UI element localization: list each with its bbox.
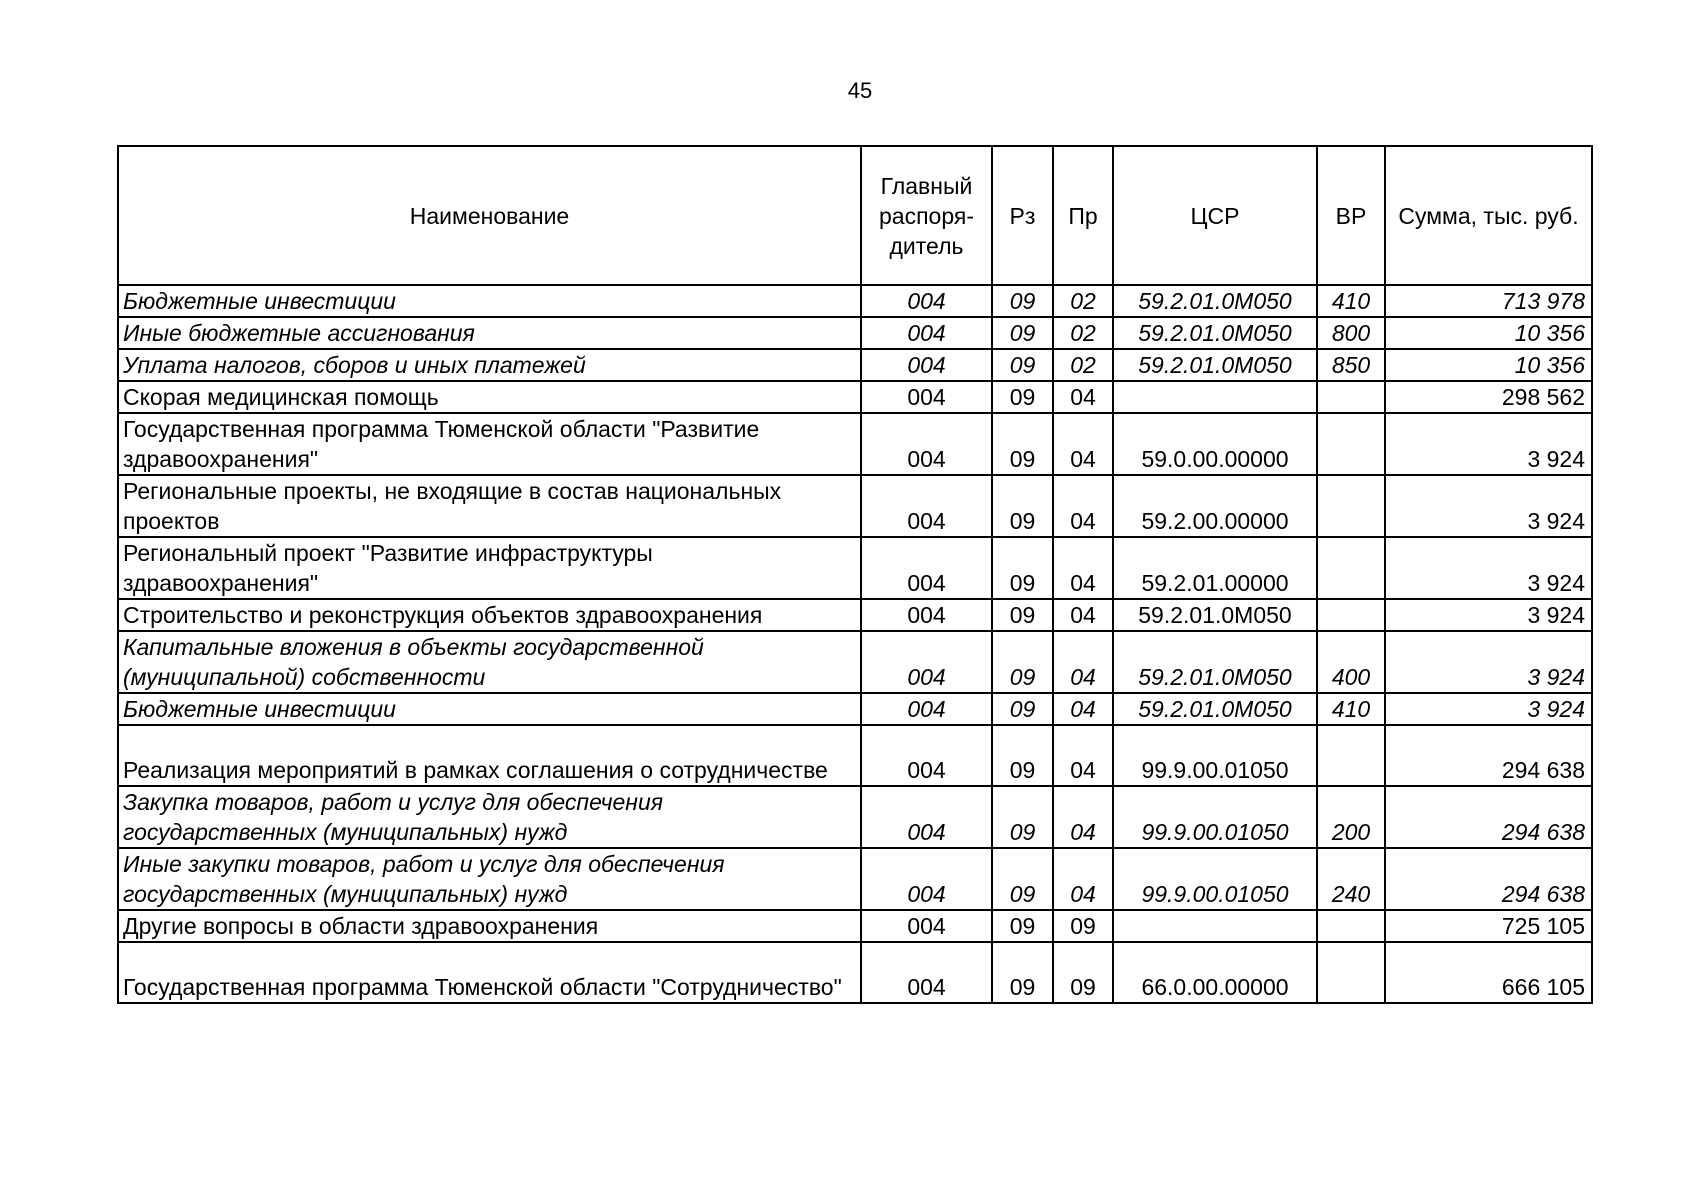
row-vr: 410 xyxy=(1317,285,1385,317)
row-pr: 09 xyxy=(1053,910,1113,942)
row-sum: 666 105 xyxy=(1385,942,1592,1003)
row-pr: 04 xyxy=(1053,475,1113,537)
row-name: Другие вопросы в области здравоохранения xyxy=(118,910,861,942)
budget-table xyxy=(117,145,1593,1004)
table-row xyxy=(118,599,1592,631)
row-vr: 410 xyxy=(1317,693,1385,725)
header-sum: Сумма, тыс. руб. xyxy=(1385,146,1592,285)
row-pr: 04 xyxy=(1053,537,1113,599)
row-pr: 04 xyxy=(1053,786,1113,848)
table-row xyxy=(118,285,1592,317)
row-vr xyxy=(1317,475,1385,537)
table-row xyxy=(118,537,1592,599)
row-vr: 200 xyxy=(1317,786,1385,848)
table-row xyxy=(118,786,1592,848)
table-row xyxy=(118,910,1592,942)
table-row xyxy=(118,848,1592,910)
row-csr: 59.2.01.00000 xyxy=(1113,537,1317,599)
table-row xyxy=(118,942,1592,1003)
header-name: Наименование xyxy=(118,146,861,285)
row-name: Государственная программа Тюменской области "Сотрудничество" xyxy=(118,942,861,1003)
row-vr: 850 xyxy=(1317,349,1385,381)
table-row xyxy=(118,349,1592,381)
row-pr: 04 xyxy=(1053,693,1113,725)
row-vr xyxy=(1317,537,1385,599)
row-name: Скорая медицинская помощь xyxy=(118,381,861,413)
row-vr: 240 xyxy=(1317,848,1385,910)
row-vr xyxy=(1317,910,1385,942)
row-name: Бюджетные инвестиции xyxy=(118,693,861,725)
row-manager: 004 xyxy=(861,599,992,631)
row-csr: 99.9.00.01050 xyxy=(1113,786,1317,848)
row-name: Закупка товаров, работ и услуг для обеспечения государственных (муниципальных) нужд xyxy=(118,786,861,848)
row-sum: 3 924 xyxy=(1385,537,1592,599)
row-rz: 09 xyxy=(992,942,1053,1003)
row-vr: 400 xyxy=(1317,631,1385,693)
row-rz: 09 xyxy=(992,786,1053,848)
row-rz: 09 xyxy=(992,381,1053,413)
row-sum: 3 924 xyxy=(1385,693,1592,725)
row-vr xyxy=(1317,413,1385,475)
row-sum: 3 924 xyxy=(1385,599,1592,631)
table-row xyxy=(118,317,1592,349)
row-sum: 3 924 xyxy=(1385,475,1592,537)
row-sum: 10 356 xyxy=(1385,317,1592,349)
row-rz: 09 xyxy=(992,413,1053,475)
row-rz: 09 xyxy=(992,599,1053,631)
row-sum: 725 105 xyxy=(1385,910,1592,942)
row-name: Строительство и реконструкция объектов здравоохранения xyxy=(118,599,861,631)
row-rz: 09 xyxy=(992,848,1053,910)
row-manager: 004 xyxy=(861,381,992,413)
row-pr: 09 xyxy=(1053,942,1113,1003)
row-csr: 59.2.01.0M050 xyxy=(1113,317,1317,349)
row-rz: 09 xyxy=(992,725,1053,786)
table-row xyxy=(118,381,1592,413)
row-sum: 10 356 xyxy=(1385,349,1592,381)
page-number: 45 xyxy=(847,78,873,103)
row-manager: 004 xyxy=(861,910,992,942)
row-vr: 800 xyxy=(1317,317,1385,349)
row-rz: 09 xyxy=(992,349,1053,381)
row-pr: 02 xyxy=(1053,349,1113,381)
row-vr xyxy=(1317,942,1385,1003)
row-manager: 004 xyxy=(861,631,992,693)
row-manager: 004 xyxy=(861,786,992,848)
row-vr xyxy=(1317,599,1385,631)
row-sum: 3 924 xyxy=(1385,631,1592,693)
row-pr: 04 xyxy=(1053,631,1113,693)
row-name: Бюджетные инвестиции xyxy=(118,285,861,317)
row-csr xyxy=(1113,910,1317,942)
table-row xyxy=(118,631,1592,693)
row-csr: 59.2.01.0M050 xyxy=(1113,349,1317,381)
row-csr: 66.0.00.00000 xyxy=(1113,942,1317,1003)
row-sum: 298 562 xyxy=(1385,381,1592,413)
row-manager: 004 xyxy=(861,693,992,725)
row-pr: 04 xyxy=(1053,381,1113,413)
header-manager: Главный распоря-дитель xyxy=(861,146,992,285)
header-vr: ВР xyxy=(1317,146,1385,285)
row-vr xyxy=(1317,725,1385,786)
row-sum: 294 638 xyxy=(1385,786,1592,848)
row-name: Региональные проекты, не входящие в состав национальных проектов xyxy=(118,475,861,537)
row-vr xyxy=(1317,381,1385,413)
row-name: Уплата налогов, сборов и иных платежей xyxy=(118,349,861,381)
row-name: Реализация мероприятий в рамках соглашения о сотрудничестве xyxy=(118,725,861,786)
row-manager: 004 xyxy=(861,942,992,1003)
row-manager: 004 xyxy=(861,349,992,381)
header-csr: ЦСР xyxy=(1113,146,1317,285)
header-row xyxy=(118,146,1592,285)
row-manager: 004 xyxy=(861,317,992,349)
row-sum: 713 978 xyxy=(1385,285,1592,317)
row-rz: 09 xyxy=(992,285,1053,317)
table-row xyxy=(118,413,1592,475)
row-sum: 294 638 xyxy=(1385,725,1592,786)
row-csr: 99.9.00.01050 xyxy=(1113,848,1317,910)
row-manager: 004 xyxy=(861,725,992,786)
table-row xyxy=(118,475,1592,537)
row-name: Иные бюджетные ассигнования xyxy=(118,317,861,349)
row-name: Иные закупки товаров, работ и услуг для обеспечения государственных (муниципальных) нужд xyxy=(118,848,861,910)
row-csr xyxy=(1113,381,1317,413)
header-pr: Пр xyxy=(1053,146,1113,285)
row-name: Региональный проект "Развитие инфраструктуры здравоохранения" xyxy=(118,537,861,599)
row-rz: 09 xyxy=(992,910,1053,942)
row-rz: 09 xyxy=(992,537,1053,599)
row-manager: 004 xyxy=(861,285,992,317)
row-pr: 02 xyxy=(1053,317,1113,349)
row-csr: 59.0.00.00000 xyxy=(1113,413,1317,475)
row-csr: 59.2.01.0M050 xyxy=(1113,631,1317,693)
row-rz: 09 xyxy=(992,631,1053,693)
row-manager: 004 xyxy=(861,413,992,475)
row-sum: 294 638 xyxy=(1385,848,1592,910)
row-rz: 09 xyxy=(992,475,1053,537)
row-rz: 09 xyxy=(992,693,1053,725)
table-body xyxy=(118,285,1592,1003)
row-sum: 3 924 xyxy=(1385,413,1592,475)
row-manager: 004 xyxy=(861,475,992,537)
row-csr: 59.2.00.00000 xyxy=(1113,475,1317,537)
row-rz: 09 xyxy=(992,317,1053,349)
row-pr: 02 xyxy=(1053,285,1113,317)
header-rz: Рз xyxy=(992,146,1053,285)
row-name: Государственная программа Тюменской области "Развитие здравоохранения" xyxy=(118,413,861,475)
row-name: Капитальные вложения в объекты государственной (муниципальной) собственности xyxy=(118,631,861,693)
row-csr: 99.9.00.01050 xyxy=(1113,725,1317,786)
row-manager: 004 xyxy=(861,848,992,910)
row-csr: 59.2.01.0M050 xyxy=(1113,599,1317,631)
row-pr: 04 xyxy=(1053,725,1113,786)
row-csr: 59.2.01.0M050 xyxy=(1113,285,1317,317)
row-pr: 04 xyxy=(1053,599,1113,631)
table-row xyxy=(118,693,1592,725)
table-row xyxy=(118,725,1592,786)
row-csr: 59.2.01.0M050 xyxy=(1113,693,1317,725)
row-manager: 004 xyxy=(861,537,992,599)
row-pr: 04 xyxy=(1053,848,1113,910)
row-pr: 04 xyxy=(1053,413,1113,475)
